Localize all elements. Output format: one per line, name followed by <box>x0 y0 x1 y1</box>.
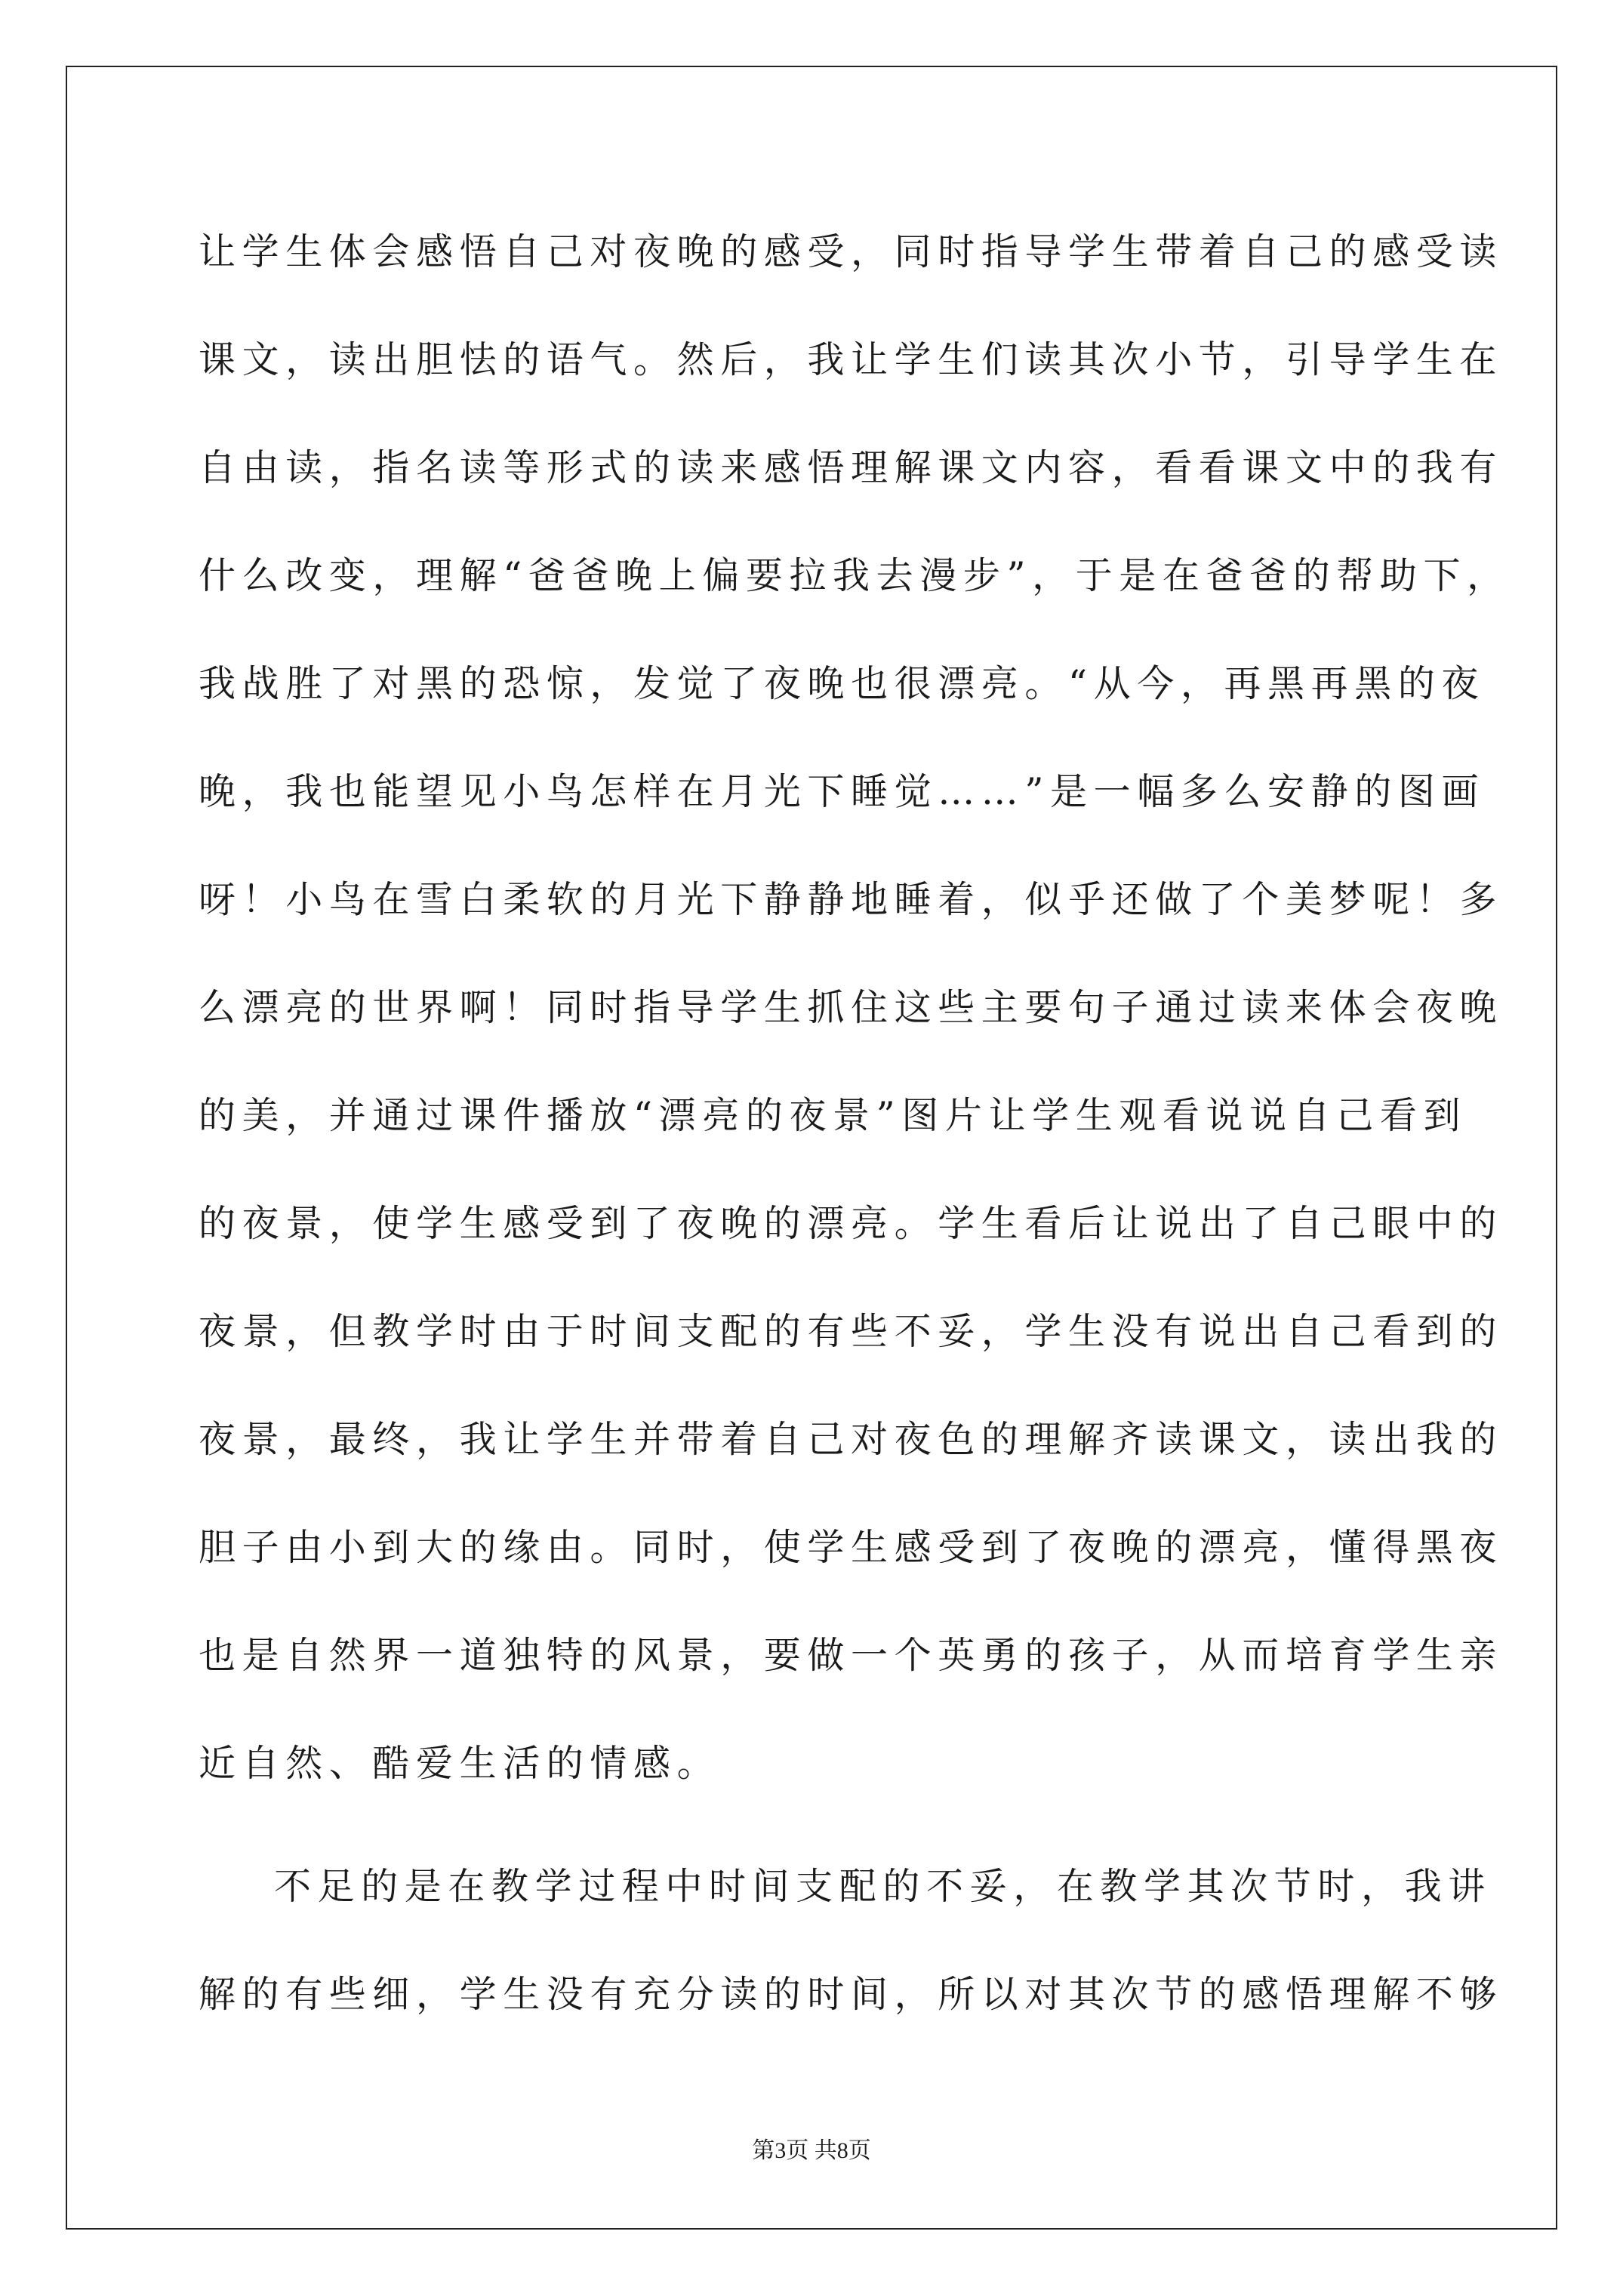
text-line: 夜景，最终，我让学生并带着自己对夜色的理解齐读课文，读出我的 <box>199 1418 1504 1461</box>
text-line: 什么改变，理解“爸爸晚上偏要拉我去漫步”，于是在爸爸的帮助下， <box>199 554 1511 597</box>
text-line: 课文，读出胆怯的语气。然后，我让学生们读其次小节，引导学生在 <box>199 338 1504 381</box>
text-line: 解的有些细，学生没有充分读的时间，所以对其次节的感悟理解不够 <box>199 1973 1504 2016</box>
text-line: 的美，并通过课件播放“漂亮的夜景”图片让学生观看说说自己看到 <box>199 1094 1467 1137</box>
text-line: 近自然、酷爱生活的情感。 <box>199 1742 721 1785</box>
text-line: 让学生体会感悟自己对夜晚的感受，同时指导学生带着自己的感受读 <box>199 230 1504 273</box>
text-line: 夜景，但教学时由于时间支配的有些不妥，学生没有说出自己看到的 <box>199 1310 1504 1353</box>
text-line: 自由读，指名读等形式的读来感悟理解课文内容，看看课文中的我有 <box>199 446 1504 489</box>
page-number: 第3页 共8页 <box>752 2138 871 2163</box>
text-line: 也是自然界一道独特的风景，要做一个英勇的孩子，从而培育学生亲 <box>199 1634 1504 1677</box>
text-line: 胆子由小到大的缘由。同时，使学生感受到了夜晚的漂亮，懂得黑夜 <box>199 1526 1504 1569</box>
text-line: 晚，我也能望见小鸟怎样在月光下睡觉……”是一幅多么安静的图画 <box>199 770 1486 813</box>
text-line: 呀！小鸟在雪白柔软的月光下静静地睡着，似乎还做了个美梦呢！多 <box>199 878 1504 921</box>
text-line: 么漂亮的世界啊！同时指导学生抓住这些主要句子通过读来体会夜晚 <box>199 986 1504 1029</box>
text-line: 不足的是在教学过程中时间支配的不妥，在教学其次节时，我讲 <box>274 1865 1492 1908</box>
text-line: 我战胜了对黑的恐惊，发觉了夜晚也很漂亮。“从今，再黑再黑的夜 <box>199 662 1486 705</box>
paragraph-gap <box>199 1838 1437 1853</box>
body-text <box>199 218 1511 2069</box>
text-line: 的夜景，使学生感受到了夜晚的漂亮。学生看后让说出了自己眼中的 <box>199 1202 1504 1245</box>
